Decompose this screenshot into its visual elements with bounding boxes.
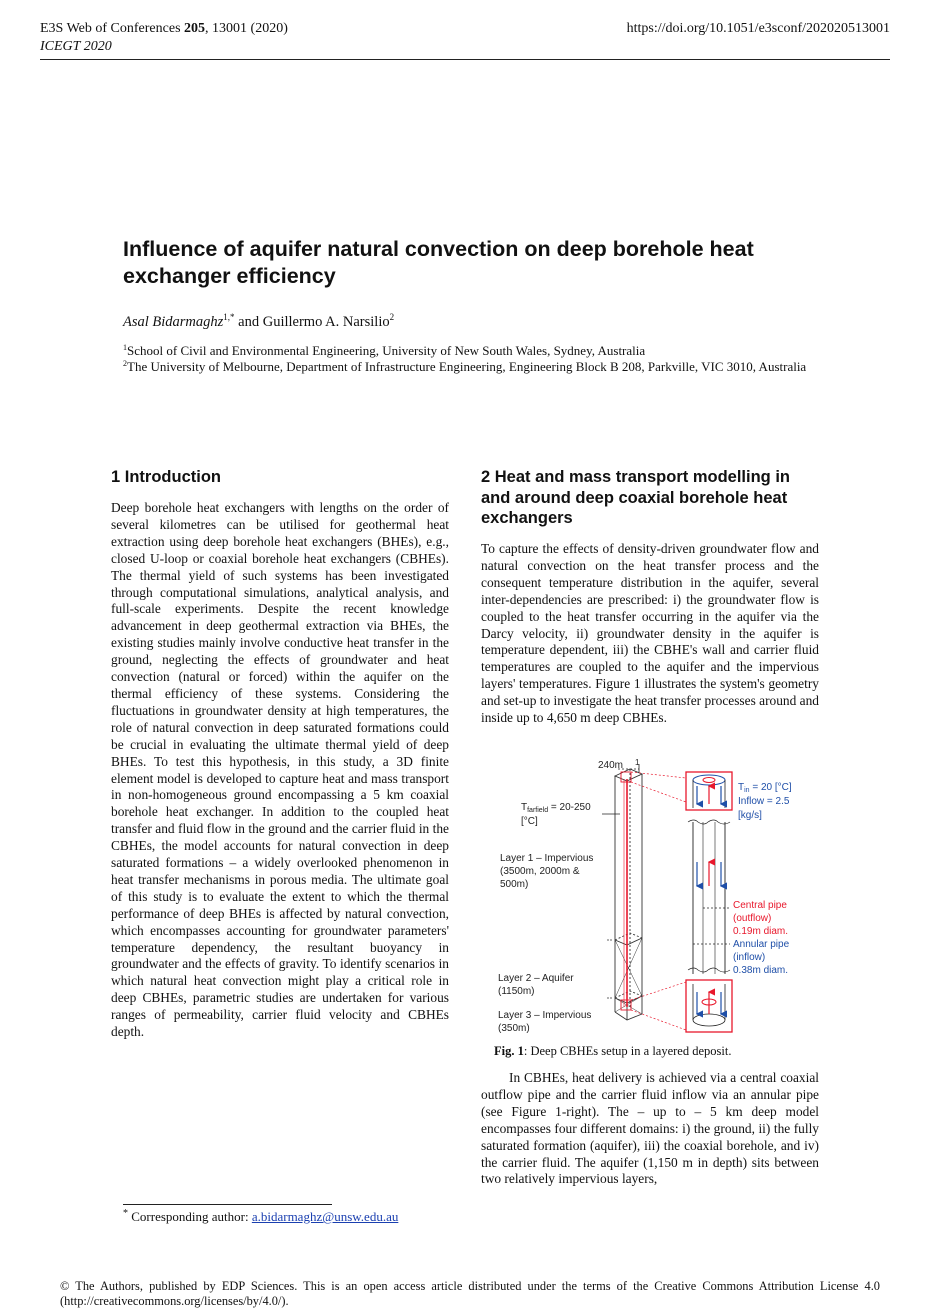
section-2-paragraph-1: To capture the effects of density-driven groundwater flow and natural convection on the heat transfer process and the consequent temperature distribution in the aquifer, several inter-dependencies are prescribed: i) the groundwater flow is coupled to the heat transfer occurring in the aquifer via the Darcy velocity, ii) groundwater density in the aquifer is temperature dependent, iii) the CBHE's wall and carrier fluid temperatures are coupled to the aquifer and the impervious layers' temperatures. Figure 1 illustrates the system's geometry and set-up to investigate the heat transfer processes around and inside up to 4,650 m deep CBHEs. [481, 541, 819, 726]
footnote-rule [123, 1204, 332, 1205]
section-1-heading: 1 Introduction [111, 468, 221, 486]
svg-text:1: 1 [635, 758, 640, 767]
journal-volume: 205 [184, 21, 206, 36]
svg-text:(3500m, 2000m &: (3500m, 2000m & [500, 866, 580, 877]
dim-top-label: 240m [598, 760, 624, 771]
doi-link[interactable]: https://doi.org/10.1051/e3sconf/202020513001 [626, 21, 890, 36]
section-2-paragraph-2: In CBHEs, heat delivery is achieved via a central coaxial outflow pipe and the carrier fluid inflow via an annular pipe (see Figure 1-right). The – up to – 5 km deep model encompasses four different domains: i) the ground, ii) the fully saturated formation (aquifer), iii) the coaxial borehole, and iv) the carrier fluid. The aquifer (1,150 m in depth) sits between two relatively impervious layers, [481, 1070, 819, 1187]
corresponding-email-link[interactable]: a.bidarmaghz@unsw.edu.au [251, 1209, 399, 1224]
affiliation-2: $^2$The University of Melbourne, Department of Infrastructure Engineering, Engineering Block B 208, Parkville, VIC 3010, Australia [123, 359, 807, 374]
section-2-heading: 2 Heat and mass transport modelling in and around deep coaxial borehole heat exchangers [481, 468, 790, 527]
svg-text:(350m): (350m) [498, 1023, 530, 1034]
license-notice: © The Authors, published by EDP Sciences. This is an open access article distributed under the terms of the Creative Commons Attribution License 4.0 (http://creativecommons.org/licenses/by/4.0/). [60, 1279, 880, 1308]
leader-bottom [631, 982, 686, 1000]
borehole-column [607, 769, 642, 1020]
inflow-label: Inflow = 2.5 [738, 796, 790, 807]
author-2-affil: 2 [389, 312, 395, 322]
paper-title: Influence of aquifer natural convection on deep borehole heat exchanger efficiency [123, 237, 754, 288]
detail-bottom-box [686, 980, 732, 1032]
author-1: Asal Bidarmaghz [123, 314, 224, 330]
footnote: * Corresponding author: a.bidarmaghz@unsw.edu.au [123, 1208, 399, 1224]
figure-1-caption: Fig. 1: Deep CBHEs setup in a layered deposit. [494, 1044, 732, 1058]
affiliation-1: $^1$School of Civil and Environmental Engineering, University of New South Wales, Sydney, Australia [123, 343, 646, 358]
detail-top-box [686, 772, 732, 810]
svg-text:[°C]: [°C] [521, 816, 538, 827]
author-list: Asal Bidarmaghz$^{1,*}$ and Guillermo A. Narsilio$^2$ [123, 312, 395, 330]
running-header-left [40, 20, 288, 56]
svg-text:(inflow): (inflow) [733, 952, 766, 963]
t-farfield-label: $T_{farfield} = 20-250$ [521, 802, 591, 814]
t-in-label: $T_{in} = 20$ [°C] [738, 782, 792, 794]
svg-text:[kg/s]: [kg/s] [738, 810, 762, 821]
svg-text:(outflow): (outflow) [733, 913, 772, 924]
layer-1-label: Layer 1 – Impervious [500, 853, 594, 864]
author-1-affil: 1,* [223, 312, 235, 322]
svg-text:(1150m): (1150m) [498, 986, 535, 997]
author-2: Guillermo A. Narsilio [262, 314, 390, 330]
svg-text:0.38m diam.: 0.38m diam. [733, 965, 789, 976]
conference-name: ICEGT 2020 [40, 39, 112, 54]
detail-pipe-section [688, 820, 730, 974]
svg-text:0.19m diam.: 0.19m diam. [733, 926, 789, 937]
figure-1 [490, 752, 820, 1037]
caption-label: Fig. 1 [494, 1044, 524, 1058]
figure-1-diagram [490, 752, 820, 1037]
layer-3-label: Layer 3 – Impervious [498, 1010, 592, 1021]
central-pipe-label: Central pipe [733, 900, 787, 911]
svg-text:500m): 500m) [500, 879, 529, 890]
layer-2-label: Layer 2 – Aquifer [498, 973, 574, 984]
annular-pipe-label: Annular pipe [733, 939, 790, 950]
section-1-paragraph: Deep borehole heat exchangers with lengths on the order of several kilometres can be utilised for geothermal heat extraction using deep borehole heat exchangers (BHEs), e.g., closed U-loop or coaxial borehole heat exchangers (CBHEs). The thermal yield of such systems has been investigated through computational simulations, analytical analysis, and full-scale experiments. Despite the recent knowledge advancement in deep geothermal extraction via BHEs, the existing studies mainly involve conductive heat transfer in the ground, neglecting the effects of groundwater and heat convection (natural or forced) within the aquifer on the thermal efficiency of these systems. Considering the fluctuations in groundwater density at high temperatures, the role of natural convection in deep saturated formations could be crucial in evaluating the ultimate thermal yield of deep BHEs. To test this hypothesis, in this study, a 3D finite element model is developed to capture heat and mass transport in non-homogeneous ground encompassing a 5 km coaxial borehole heat exchanger. In addition to the coupled heat transfer and fluid flow in the ground and the carrier fluid in the CBHEs, the model accounts for natural convection in deep saturated formations – a widely overlooked phenomenon in heat transfer mechanisms in porous media. The ultimate goal of this study is to evaluate the extent to which the thermal performance of deep BHEs is affected by natural convection, which encompasses accounting for groundwater parameters' temperature dependency, the resultant buoyancy in groundwater and the effects of gravity. To identify scenarios in which natural heat convection might play a critical role in deep CBHEs, parametric studies are undertaken for various ranges of permeability, carrier fluid velocity and CBHEs depth. [111, 500, 449, 1040]
affiliations [123, 343, 843, 375]
header-rule [40, 59, 890, 60]
journal-citation: E3S Web of Conferences 205, 13001 (2020) [40, 21, 288, 36]
